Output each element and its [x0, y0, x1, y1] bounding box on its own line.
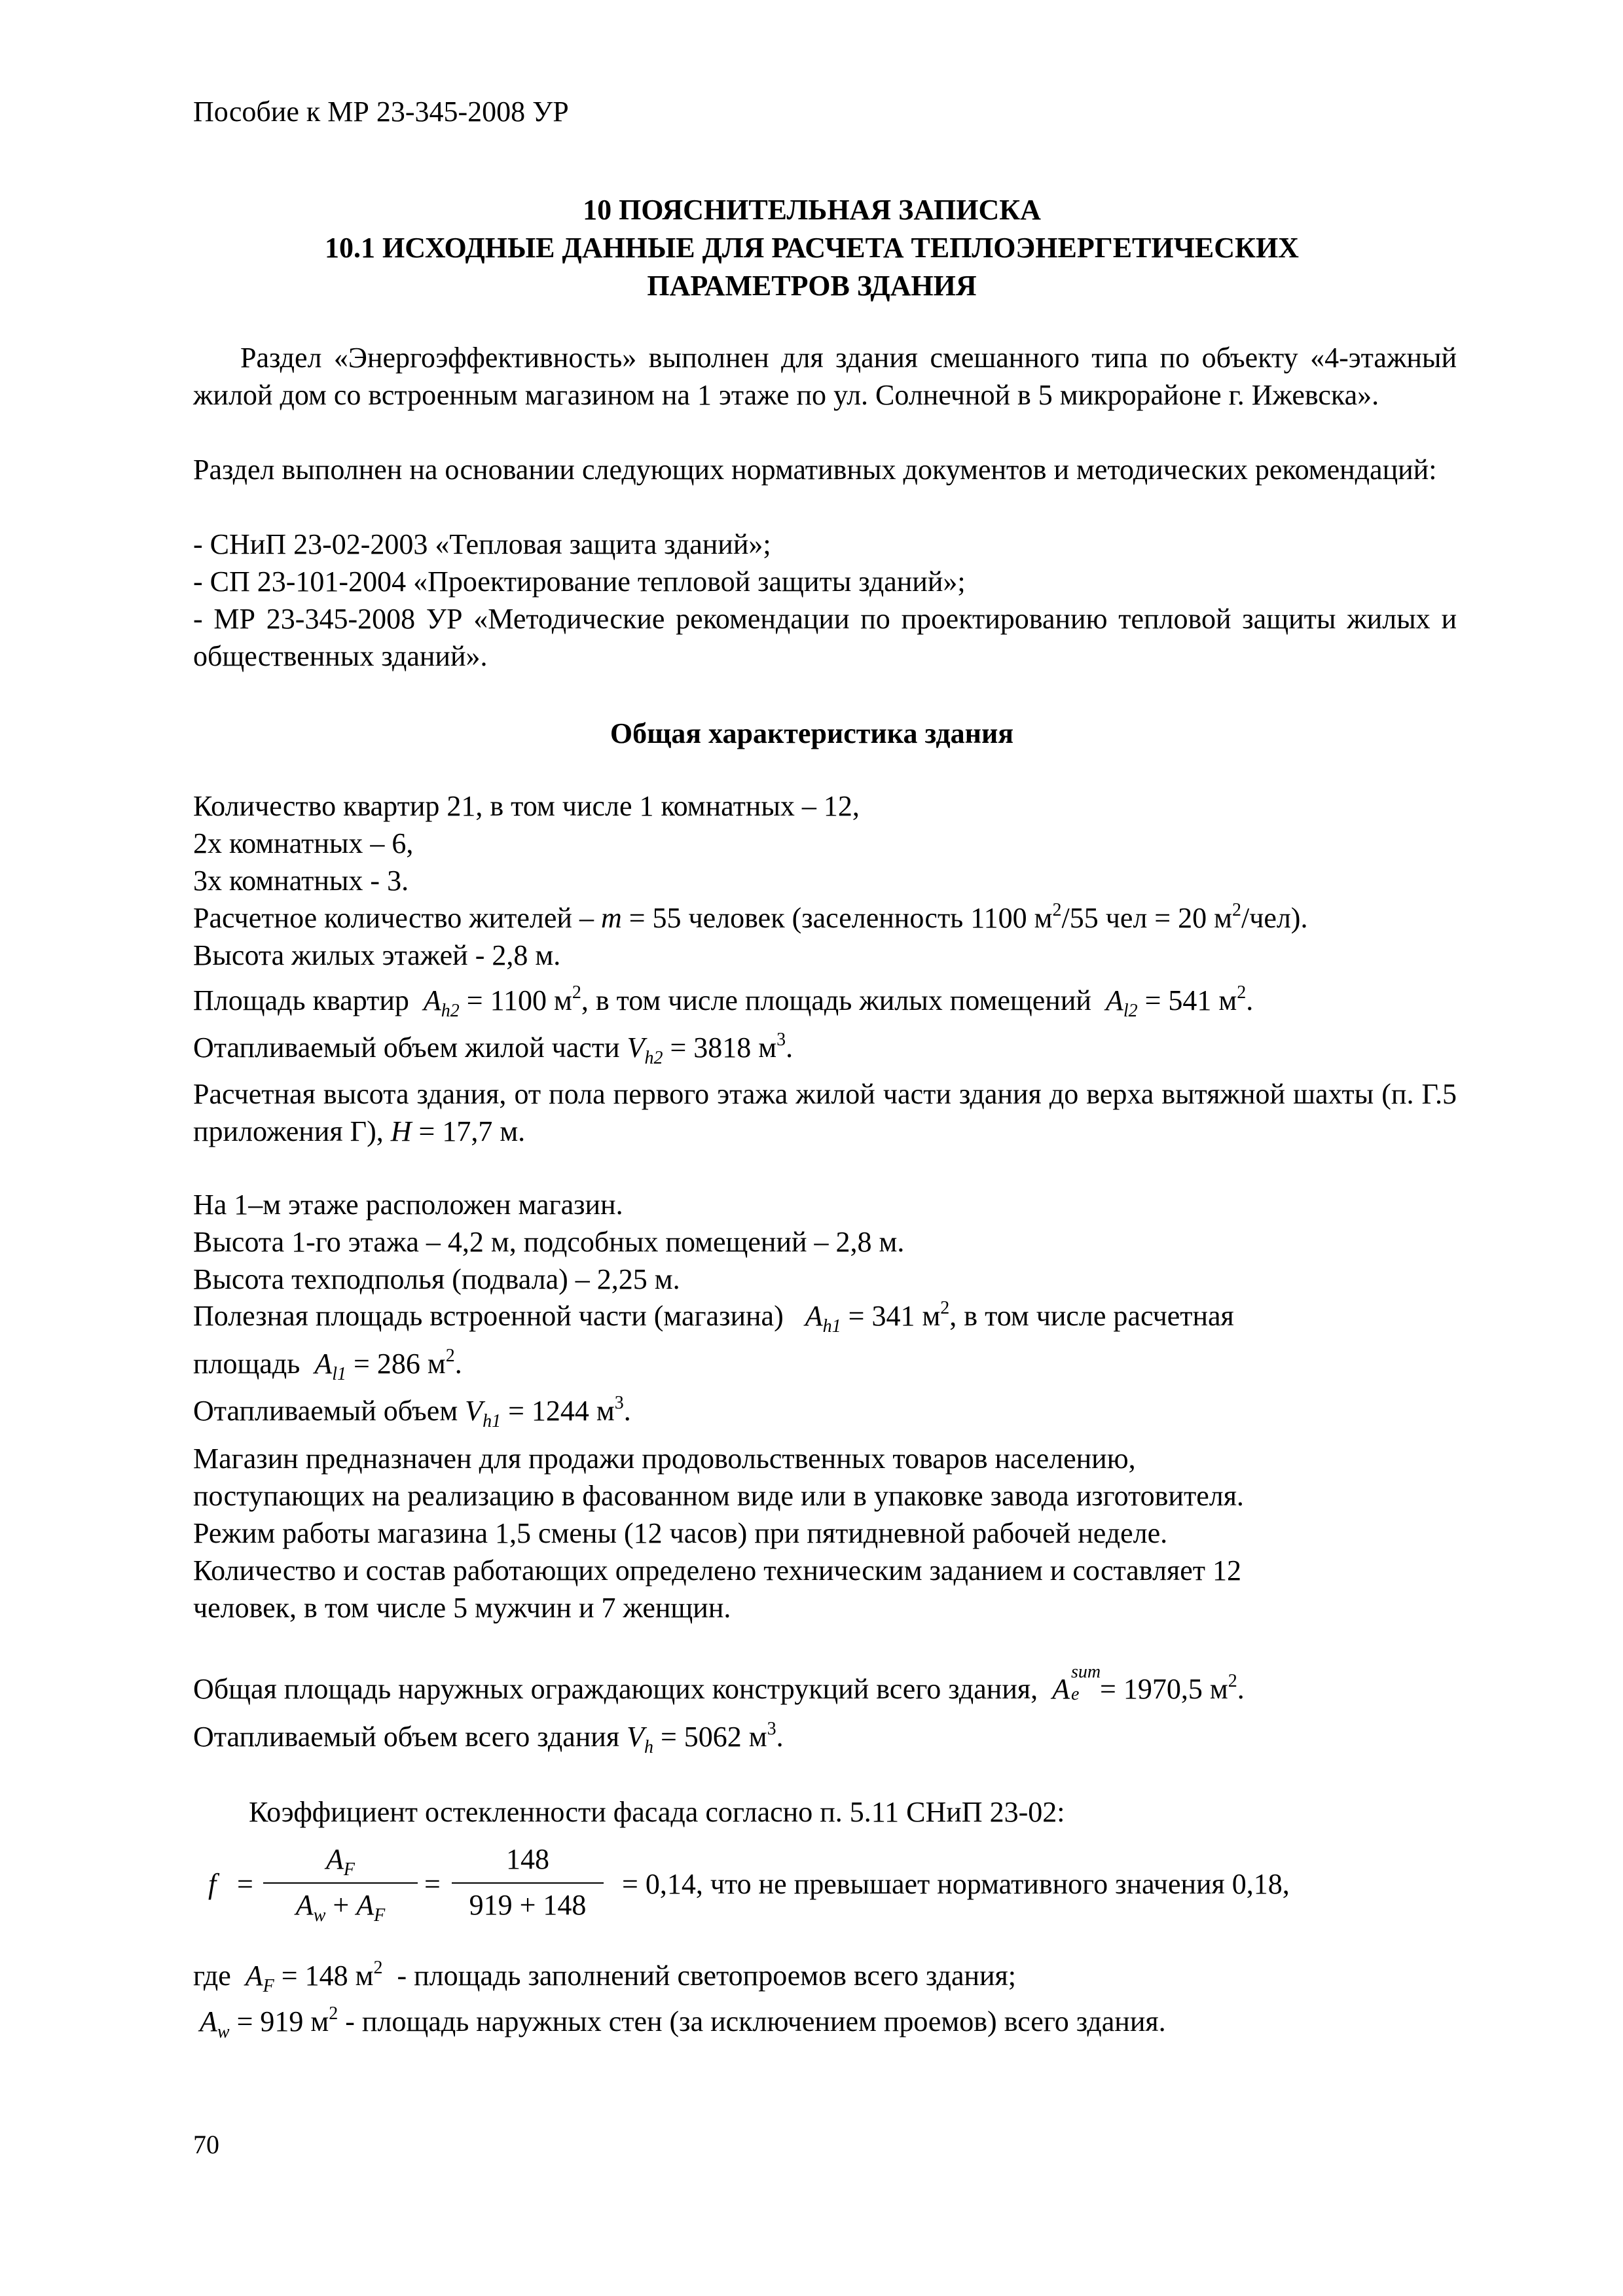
page-number: 70 — [193, 2130, 219, 2159]
shop-line: Высота 1-го этажа – 4,2 м, подсобных помещений – 2,8 м. — [193, 1226, 905, 1258]
shop-description-line: Количество и состав работающих определено техническим заданием и составляет 12 — [193, 1554, 1241, 1587]
reference-item: - МР 23-345-2008 УР «Методические рекомендации по проектированию тепловой защиты жилых и общественных зданий». — [193, 603, 1457, 672]
formula-result: = 0,14, что не превышает нормативного значения 0,18, — [622, 1868, 1290, 1900]
envelope-area-line: Общая площадь наружных ограждающих конструкций всего здания, A sum e = 1970,5 $м^2$. — [193, 1662, 1245, 1705]
residents-line: Расчетное количество жителей – m = 55 человек (заселенность 1100 $м^2/55$ чел = 20 $м^2/чел$). — [193, 900, 1308, 934]
glazing-formula — [208, 1840, 1452, 1939]
reference-item: - СП 23-101-2004 «Проектирование тепловой защиты зданий»; — [193, 565, 966, 598]
shop-description-line: Режим работы магазина 1,5 смены (12 часов) при пятидневной рабочей неделе. — [193, 1517, 1168, 1549]
formula-equals: = — [237, 1868, 253, 1900]
shop-volume-line: Отапливаемый объем $V_{h1} = 1244$ $м^3$. — [193, 1393, 631, 1431]
building-volume-line: Отапливаемый объем всего здания $V_h = 5062$ $м^3$. — [193, 1719, 784, 1757]
formula-fraction-numeric: 148 919 + 148 — [452, 1840, 604, 1932]
page-header: Пособие к МР 23-345-2008 УР — [193, 96, 569, 128]
apartments-line: 2х комнатных – 6, — [193, 827, 414, 859]
residential-block — [193, 787, 1457, 974]
shop-area-line: Полезная площадь встроенной части (магазина) $A_{h1} = 341$ $м^2$, в том числе расчетная — [193, 1298, 1234, 1336]
apartments-line: Количество квартир 21, в том числе 1 комнатных – 12, — [193, 790, 860, 822]
shop-description-line: поступающих на реализацию в фасованном виде или в упаковке завода изготовителя. — [193, 1480, 1244, 1512]
walls-area-line: $A_w = 919$ $м^2$ - площадь наружных стен (за исключением проемов) всего здания. — [200, 2003, 1166, 2042]
shop-description-line: Магазин предназначен для продажи продовольственных товаров населению, — [193, 1443, 1136, 1475]
formula-equals: = — [424, 1868, 441, 1900]
section-title-line-1: 10.1 ИСХОДНЫЕ ДАННЫЕ ДЛЯ РАСЧЕТА ТЕПЛОЭНЕРГЕТИЧЕСКИХ — [325, 232, 1299, 264]
reference-list — [193, 526, 1457, 675]
floor-height-line: Высота жилых этажей - 2,8 м. — [193, 939, 561, 971]
apartments-line: 3х комнатных - 3. — [193, 865, 409, 897]
subsection-title: Общая характеристика здания — [610, 717, 1014, 749]
reference-item: - СНиП 23-02-2003 «Тепловая защита зданий»; — [193, 528, 771, 560]
shop-line: Высота техподполья (подвала) – 2,25 м. — [193, 1263, 680, 1295]
section-title-line-2: ПАРАМЕТРОВ ЗДАНИЯ — [647, 270, 977, 302]
chapter-title: 10 ПОЯСНИТЕЛЬНАЯ ЗАПИСКА — [583, 194, 1041, 226]
shop-block — [193, 1186, 1457, 1298]
formula-f: f — [208, 1868, 217, 1900]
intro-paragraph-2: Раздел выполнен на основании следующих нормативных документов и методических рекомендаций: — [193, 454, 1437, 486]
glazing-intro: Коэффициент остекленности фасада согласно п. 5.11 СНиП 23-02: — [249, 1796, 1065, 1828]
intro-paragraph-1: Раздел «Энергоэффективность» выполнен для здания смешанного типа по объекту «4-этажный жилой дом со встроенным магазином на 1 этаже по ул. Солнечной в 5 микрорайоне г. Ижевска». — [193, 342, 1457, 411]
shop-line: На 1–м этаже расположен магазин. — [193, 1189, 623, 1221]
shop-design-area-line: площадь $A_{l1} = 286$ $м^2$. — [193, 1346, 462, 1384]
apartments-area-line: Площадь квартир $A_{h2} = 1100$ $м^2$, в том числе площадь жилых помещений $A_{l2} = 541$ $м^2$. — [193, 982, 1254, 1021]
shop-description-line: человек, в том числе 5 мужчин и 7 женщин. — [193, 1592, 731, 1624]
shop-description — [193, 1440, 1457, 1626]
residential-volume-line: Отапливаемый объем жилой части $V_{h2} = 3818$ $м^3$. — [193, 1030, 793, 1068]
formula-fraction-symbolic: $A_F$ $A_w + A_F$ — [263, 1840, 418, 1932]
glazing-where-line: где $A_F = 148$ $м^2$ - площадь заполнений светопроемов всего здания; — [193, 1958, 1017, 1996]
building-height-paragraph: Расчетная высота здания, от пола первого этажа жилой части здания до верха вытяжной шахты (п. Г.5 приложения Г), H = 17,7 м. — [193, 1078, 1457, 1147]
